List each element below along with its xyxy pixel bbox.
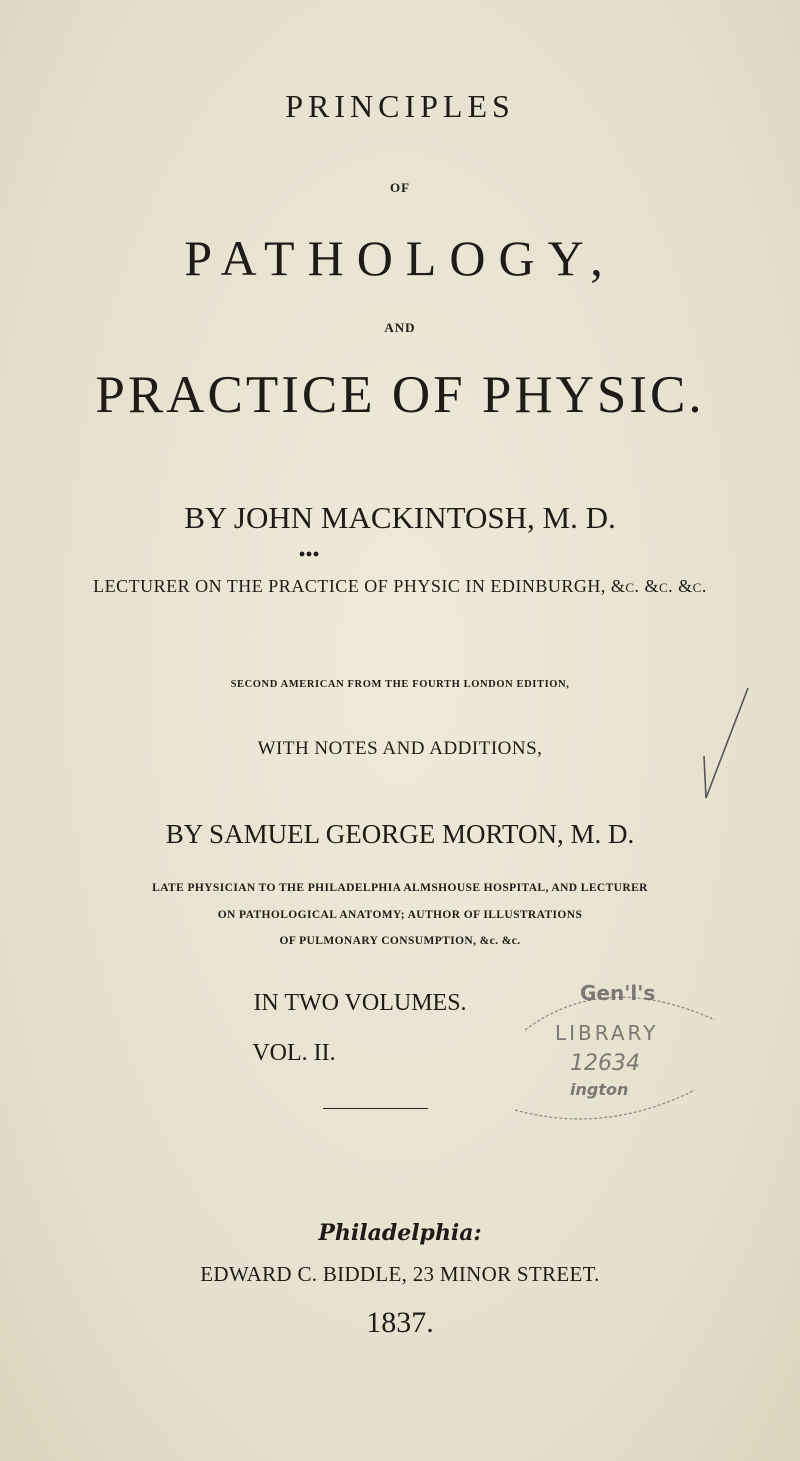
author-title: LECTURER ON THE PRACTICE OF PHYSIC IN EDINBURGH, &c. &c. &c. xyxy=(93,576,707,596)
stamp-bottom-text: ington xyxy=(570,1080,629,1099)
ornament-dots xyxy=(0,548,800,565)
pencil-slash-mark xyxy=(690,680,750,810)
imprint-year: 1837. xyxy=(366,1306,434,1339)
title-line-pathology: PATHOLOGY, xyxy=(184,230,616,286)
editor-title-line-3: OF PULMONARY CONSUMPTION, &c. &c. xyxy=(279,935,521,947)
notes-line: WITH NOTES AND ADDITIONS, xyxy=(257,738,543,759)
title-line-principles: PRINCIPLES xyxy=(285,88,515,124)
author-line: BY JOHN MACKINTOSH, M. D. xyxy=(184,500,616,535)
stamp-library-text: LIBRARY xyxy=(555,1021,659,1045)
volume-number: VOL. II. xyxy=(252,1040,336,1066)
rule-divider xyxy=(323,1108,428,1109)
stamp-number-text: 12634 xyxy=(570,1051,640,1076)
edition-line: SECOND AMERICAN FROM THE FOURTH LONDON EDITION, xyxy=(230,679,570,690)
stamp-top-text: Gen'l's xyxy=(580,981,656,1005)
editor-title-line-2: ON PATHOLOGICAL ANATOMY; AUTHOR OF ILLUSTRATIONS xyxy=(217,909,583,921)
title-line-and: AND xyxy=(384,320,416,335)
editor-title-line-1: LATE PHYSICIAN TO THE PHILADELPHIA ALMSHOUSE HOSPITAL, AND LECTURER xyxy=(152,882,648,894)
volumes-line: IN TWO VOLUMES. xyxy=(253,990,467,1016)
title-line-practice: PRACTICE OF PHYSIC. xyxy=(95,366,705,424)
editor-line: BY SAMUEL GEORGE MORTON, M. D. xyxy=(165,819,635,849)
imprint-city: Philadelphia: xyxy=(318,1220,482,1246)
title-line-of: OF xyxy=(389,180,411,195)
imprint-publisher: EDWARD C. BIDDLE, 23 MINOR STREET. xyxy=(200,1262,600,1286)
ornament-dots-icon xyxy=(0,548,800,560)
library-stamp xyxy=(455,960,755,1130)
